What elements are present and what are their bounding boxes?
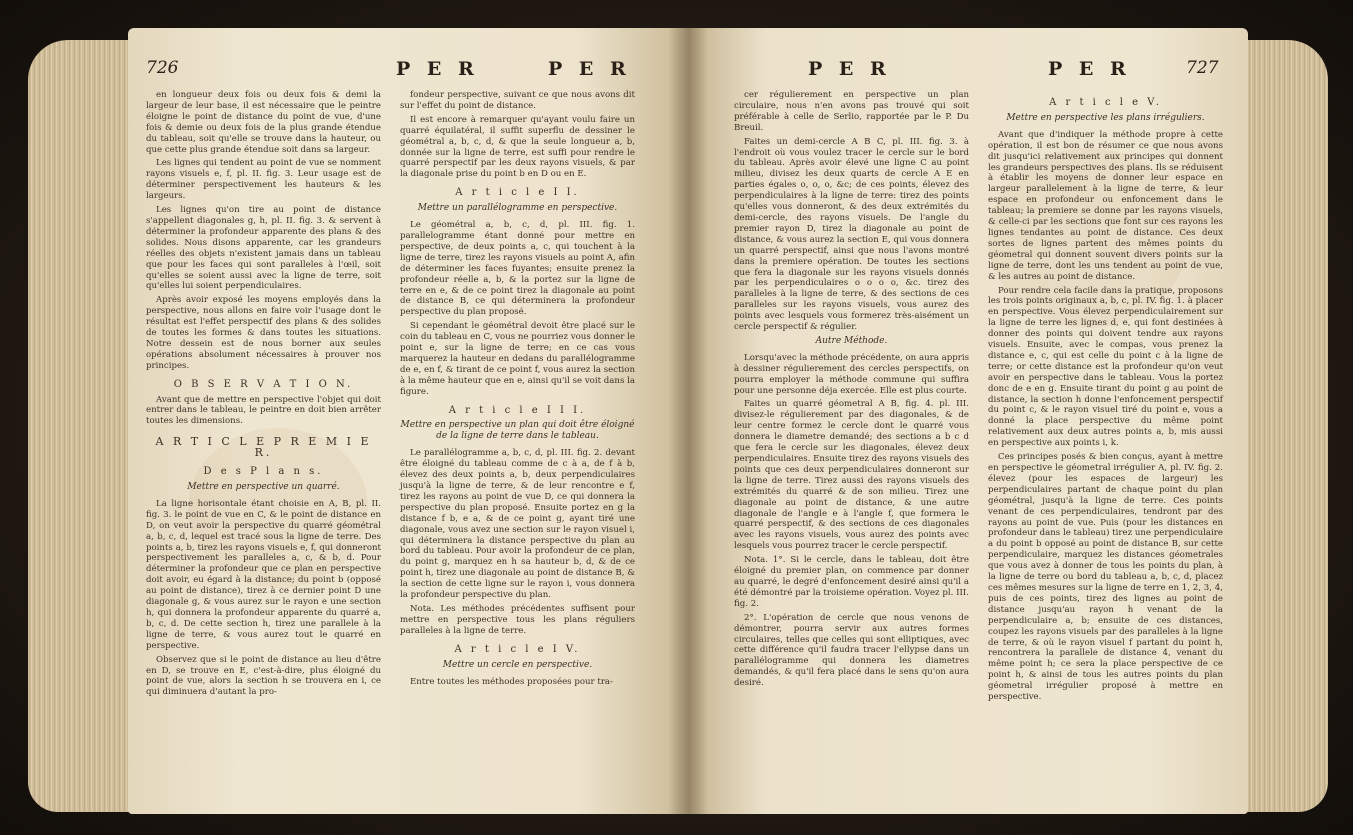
left-page-column-1 — [146, 90, 381, 701]
right-page-column-1 — [734, 90, 969, 692]
paragraph: Pour rendre cela facile dans la pratique, proposons les trois points originaux a, b, c, pl. IV. fig. 1. à placer en perspective. Vous élevez perpendiculairement sur la ligne de terre les lignes d, e, qui font destinées à donner des points qui doivent tendre aux rayons visuels. Ensuite, avec le compas, vous prenez la distance e, c, qui est celle du point c à la ligne de terre; or cette distance est la profondeur qu'on veut avoir en perspective dans le tableau. Vous la portez donc de e en g. Ensuite tirant du point g au point de distance, la section h donne l'enfoncement perspectif du point c, & le rayon visuel tiré du point e, vous a donné la place perspective du même point relativement aux deux autres points a, b, mis aussi en perspective aux points i, k. — [988, 285, 1223, 449]
paragraph: Nota. Les méthodes précédentes suffisent pour mettre en perspective tous les plans réguliers paralleles à la ligne de terre. — [400, 603, 635, 636]
paragraph: Ces principes posés & bien conçus, ayant à mettre en perspective le géometral irrégulier A, pl. IV. fig. 2. élevez (pour les espaces de largeur) les perpendiculaires partant de chaque point du plan géométral, jusqu'à la ligne de terre. Ces points venant de ces perpendiculaires, tendront par des rayons au point de vue. Puis (pour les distances en profondeur dans le tableau) tirez une perpendiculaire a du point b opposé au point de distance B, sur cette perpendiculaire, marquez les distances géometrales que vous avez à donner de tous les points du plan, à la ligne de terre ou bord du tableau a, b, c, d, placez ces mêmes mesures sur la ligne de terre en 1, 2, 3, 4, puis de ces points, tirez des lignes au point de distance jusqu'au rayon h venant de la perpendiculaire a, b; ensuite de ces distances, coupez les rayons visuels par des paralleles à la ligne de terre, & où le rayon visuel f partant du point h, rencontrera la parallele de distance 4, venant du même point h; ce sera la place perspective de ce point h, & ainsi de tous les autres points du plan géometral irrégulier proposé à mettre en perspective. — [988, 452, 1223, 703]
paragraph: Lorsqu'avec la méthode précédente, on aura appris à dessiner régulierement des cercles perspectifs, on pourra employer la méthode commune qui suffira pour une personne déja exercée. Elle est plus courte. — [734, 352, 969, 396]
section-heading: O B S E R V A T I O N. — [173, 378, 354, 390]
left-running-head — [128, 58, 688, 84]
right-running-head — [688, 58, 1248, 84]
paragraph: Il est encore à remarquer qu'ayant voulu faire un quarré équilatéral, il suffit superflu de dessiner le géométral a, b, c, d, & que la seule longueur a, b, donnée sur la ligne de terre, est suffi pour rendre le quarré perspectif par les deux rayons visuels, & par la diagonale prise du point b en D ou en E. — [400, 114, 635, 180]
right-running-title: P E R — [808, 58, 891, 80]
left-running-title: P E R — [396, 58, 479, 80]
open-book — [28, 22, 1328, 822]
paragraph: Nota. 1°. Si le cercle, dans le tableau, doit être éloigné du premier plan, on commence par donner au quarré, le degré d'enfoncement desiré ainsi qu'il a été démontré par la troisieme opération. Voyez pl. III. fig. 2. — [734, 555, 969, 609]
paragraph: en longueur deux fois ou deux fois & demi la largeur de leur base, il est nécessaire que le peintre éloigne le point de distance du point de vue, d'une fois & demie ou deux fois de la plus grande étendue du tableau, soit qu'elle se trouve dans la hauteur, ou que cette plus grande étendue soit dans sa largeur. — [146, 90, 381, 155]
subheading: Mettre en perspective les plans irréguliers. — [1006, 112, 1205, 123]
paragraph: Le géométral a, b, c, d, pl. III. fig. 1. parallelogramme étant donné pour mettre en perspective, de deux points a, c, qui touchent à la ligne de terre, tirez les rayons visuels au point A, afin de déterminer les faces fuyantes; ensuite prenez la profondeur réelle a, b, & la portez sur la ligne de terre en e, & de ce point tirez la diagonale au point de distance B, ce qui déterminera la profondeur perspective du plan proposé. — [400, 220, 635, 318]
paragraph: Observez que si le point de distance au lieu d'être en D, se trouve en E, c'est-à-dire, plus éloigné du point de vue, alors la section h se trouvera en i, ce qui diminuera d'autant la pro- — [146, 654, 381, 698]
paragraph: fondeur perspective, suivant ce que nous avons dit sur l'effet du point de distance. — [400, 90, 635, 111]
paragraph: Les lignes qui tendent au point de vue se nomment rayons visuels e, f, pl. II. fig. 3. Leur usage est de déterminer perspectivement les hauteurs & les largeurs. — [146, 158, 381, 202]
right-running-title-col2: P E R — [1048, 58, 1131, 80]
paragraph: cer régulierement en perspective un plan circulaire, nous n'en avons pas trouvé qui soit préférable à celle de Serlio, rapportée par le P. Du Breuil. — [734, 90, 969, 133]
paragraph: Après avoir exposé les moyens employés dans la perspective, nous allons en faire voir l'usage dont le résultat est l'effet perspectif des plans & des solides de toutes les formes & dans toutes les situations. Notre dessein est de nous borner aux seules opérations absolument nécessaires à prouver nos principes. — [146, 295, 381, 371]
subheading: Mettre un parallélogramme en perspective. — [417, 203, 618, 214]
article-heading: A R T I C L E P R E M I E R. — [155, 435, 372, 460]
article-heading: A r t i c l e I I. — [455, 187, 580, 199]
paragraph: Avant que d'indiquer la méthode propre à cette opération, il est bon de résumer ce que nous avons dit jusqu'ici relativement aux principes qui donnent les grandeurs perspectives des plans. Ils se réduisent à établir les moyens de donner leur espace en largeur parallelement à la ligne de terre, & leur espace en profondeur ou enfoncement dans le tableau; la premiere se donne par les rayons visuels, & celle-ci par les sections que font sur ces rayons les lignes tendantes au point de distance. Ces deux sortes de lignes partent des mêmes points du géometral qui donnent souvent divers points sur la ligne de terre, dont les uns tendent au point de vue, & les autres au point de distance. — [988, 129, 1223, 282]
paragraph: Les lignes qu'on tire au point de distance s'appellent diagonales g, h, pl. II. fig. 3. & servent à déterminer la profondeur apparente des plans & des solides. Nous disons apparente, car les grandeurs réelles des objets n'existent jamais dans un tableau que pour les faces qui sont paralleles à l'œil, soit qu'elles se soient aussi avec la ligne de terre, soit qu'elles lui soient perpendiculaires. — [146, 205, 381, 292]
section-heading: D e s P l a n s. — [203, 466, 324, 478]
left-running-title-col2: P E R — [548, 58, 631, 80]
paragraph: Faites un demi-cercle A B C, pl. III. fig. 3. à l'endroit où vous voulez tracer le cercle sur le bord du tableau. Après avoir élevé une ligne C au point milieu, divisez les deux quarts de cercle A E en parties égales o, o, o, &c; de ces points, élevez des perpendiculaires à la ligne de terre: tirez des points qu'elles vous donneront, & des deux extrémités du demi-cercle, des rayons visuels. De l'angle du premier rayon D, tirez la diagonale au point de distance, & vous aurez la section E, qui vous donnera un quarré perspectif, ainsi que nous l'avons montré dans la premiere opération. De toutes les sections que fera la diagonale sur les rayons visuels donnés par les perpendiculaires o o o o, &c. tirez des paralleles à la ligne de terre, & des sections de ces paralleles sur les rayons visuels, vous aurez des points avec lesquels vous formerez très-aisément un cercle perspectif & régulier. — [734, 136, 969, 333]
article-heading: A r t i c l e V. — [1049, 97, 1162, 108]
article-heading: A r t i c l e I V. — [454, 643, 581, 655]
subheading: Mettre en perspective un plan qui doit être éloigné de la ligne de terre dans le tableau. — [400, 420, 635, 442]
paragraph: La ligne horisontale étant choisie en A, B, pl. II. fig. 3. le point de vue en C, & le point de distance en D, on veut avoir la perspective du quarré géométral a, b, c, d, lequel est tracé sous la ligne de terre. Des points a, b, tirez les rayons visuels e, f, qui donneront perspectivement les paralleles a, c, & b, d. Pour déterminer la profondeur que ce plan en perspective doit avoir, eu égard à la distance; du point b (opposé au point de distance), tirez à ce dernier point D une diagonale g, & vous aurez sur le rayon e une section h, qui donnera la profondeur apparente du quarré a, b, c, d. De cette section h, tirez une parallele à la ligne de terre, & vous aurez tout le quarré en perspective. — [146, 498, 381, 651]
paragraph: Le parallélogramme a, b, c, d, pl. III. fig. 2. devant être éloigné du tableau comme de c à a, de f à b, élevez des deux points a, b, deux perpendiculaires jusqu'à la ligne de terre, & de leur rencontre e f, tirez les rayons au point de vue D, ce qui donnera la perspective du plan proposé. Ensuite portez en g la distance f b, e a, & de ce point g, ayant tiré une diagonale, vous avez une section sur le rayon visuel i, qui déterminera la distance perspective du plan au bord du tableau. Pour avoir la profondeur de ce plan, du point g, marquez en h sa hauteur b, d, & de ce point h, tirez une diagonale au point de distance B, & la section de cette ligne sur le rayon i, vous donnera la profondeur perspective du plan. — [400, 448, 635, 601]
paragraph: Si cependant le géométral devoit être placé sur le coin du tableau en C, vous ne pourriez vous donner le point e, sur la ligne de terre; en ce cas vous marquerez la hauteur en dedans du parallélogramme de e, en f, & tirant de ce point f, vous aurez la section à la même hauteur que en e, ainsi qu'il se voit dans la figure. — [400, 321, 635, 397]
left-page-column-2 — [400, 90, 635, 690]
article-heading: A r t i c l e I I I. — [448, 404, 587, 416]
right-page-number: 727 — [1186, 58, 1219, 78]
subheading: Mettre en perspective un quarré. — [187, 482, 340, 492]
right-page-column-2 — [988, 90, 1223, 706]
paragraph: 2°. L'opération de cercle que nous venons de démontrer, pourra servir aux autres formes circulaires, telles que celles qui sont elliptiques, avec cette différence qu'il faudra tracer l'ellypse dans un parallélogramme qui donnera les diametres demandés, & qu'il fera placé dans le sens qu'on aura desiré. — [734, 612, 969, 689]
paragraph: Entre toutes les méthodes proposées pour tra- — [410, 676, 613, 687]
left-page — [128, 28, 688, 814]
right-page — [688, 28, 1248, 814]
subheading: Autre Méthode. — [815, 335, 888, 346]
paragraph: Avant que de mettre en perspective l'objet qui doit entrer dans le tableau, le peintre en doit bien arrêter toutes les dimensions. — [146, 394, 381, 427]
subheading: Mettre un cercle en perspective. — [442, 659, 593, 670]
paragraph: Faites un quarré géometral A B, fig. 4. pl. III. divisez-le régulierement par des diagonales, & de leur centre formez le cercle dont le quarré vous donnera le diametre demandé; des sections a b c d que fera le cercle sur les diagonales, élevez deux perpendiculaires. Ensuite tirez des rayons visuels des points que ces deux perpendiculaires donneront sur la ligne de terre. Tirez aussi des rayons visuels des extrémités du quarré & de son milieu. Tirez une diagonale au point de distance, & une autre diagonale de l'angle e à l'angle f, que formera le quarré perspectif, & des sections de ces diagonales avec les rayons visuels, vous aurez des points avec lesquels vous pourrez tracer le cercle perspectif. — [734, 399, 969, 552]
left-page-number: 726 — [146, 58, 179, 78]
book-gutter — [668, 28, 708, 814]
